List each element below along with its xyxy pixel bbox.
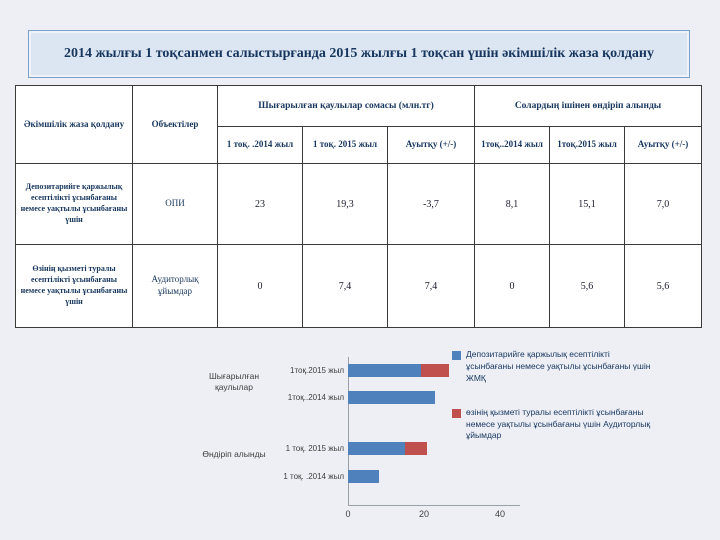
row-object: ОПИ: [133, 164, 218, 245]
bar-row: [348, 470, 379, 483]
legend-label: өзінің қызметі туралы есептілікті ұсынбағаны немесе уақтылы ұсынбағаны үшін Аудиторлық ұйымдар: [466, 406, 651, 441]
subheader-deviation-issued: Ауытқу (+/-): [388, 127, 475, 164]
bar-row: [348, 391, 435, 404]
slide-title-box: [28, 30, 690, 78]
subheader-q1-2014-issued: 1 тоқ. .2014 жыл: [218, 127, 303, 164]
header-col-measure: Әкімшілік жаза қолдану: [16, 86, 133, 164]
bar-segment: [421, 364, 449, 377]
legend-entry: [452, 349, 657, 385]
header-col-objects: Объектілер: [133, 86, 218, 164]
row-label: Депозитарийге қаржылық есептілікті ұсынбағаны немесе уақтылы ұсынбағаны үшін: [16, 164, 133, 245]
legend-swatch-red: [452, 409, 461, 418]
chart-category-label: 1 тоқ. .2014 жыл: [283, 472, 344, 481]
cell-value: 23: [218, 164, 303, 245]
cell-value: -3,7: [388, 164, 475, 245]
subheader-q1-2015-issued: 1 тоқ. 2015 жыл: [303, 127, 388, 164]
bar-row: [348, 442, 427, 455]
x-axis-tick-label: 0: [345, 509, 351, 519]
cell-value: 19,3: [303, 164, 388, 245]
cell-value: 5,6: [625, 245, 702, 328]
bar-segment: [405, 442, 426, 455]
chart-legend: [452, 349, 657, 464]
chart-category-label: 1 тоқ. 2015 жыл: [285, 444, 344, 453]
row-label: Өзінің қызметі туралы есептілікті ұсынбағаны немесе уақтылы ұсынбағаны үшін: [16, 245, 133, 328]
bar-segment: [348, 391, 435, 404]
cell-value: 7,4: [303, 245, 388, 328]
x-axis-tick-label: 20: [418, 509, 429, 519]
cell-value: 0: [218, 245, 303, 328]
cell-value: 15,1: [550, 164, 625, 245]
cell-value: 5,6: [550, 245, 625, 328]
row-object: Аудиторлық ұйымдар: [133, 245, 218, 328]
legend-label: Депозитарийге қаржылық есептілікті ұсынбағаны немесе уақтылы ұсынбағаны үшін ЖМҚ: [466, 349, 651, 383]
legend-entry: [452, 407, 657, 443]
cell-value: 7,0: [625, 164, 702, 245]
legend-swatch-blue: [452, 351, 461, 360]
slide-title: 2014 жылғы 1 тоқсанмен салыстырғанда 2015 жылғы 1 тоқсан үшін әкімшілік жаза қолдану: [64, 45, 654, 61]
subheader-deviation-collected: Ауытқу (+/-): [625, 127, 702, 164]
subheader-q1-2015-collected: 1тоқ.2015 жыл: [550, 127, 625, 164]
bar-segment: [348, 470, 379, 483]
header-group-issued: Шығарылған қаулылар сомасы (млн.тг): [218, 86, 475, 127]
cell-value: 8,1: [475, 164, 550, 245]
cell-value: 0: [475, 245, 550, 328]
chart-group-label: Өндіріп алынды: [202, 449, 266, 459]
chart-category-label: 1тоқ..2014 жыл: [287, 393, 344, 402]
bar-segment: [348, 442, 405, 455]
header-group-collected: Солардың ішінен өндіріп алынды: [475, 86, 702, 127]
chart-group-label: Шығарылған қаулылар: [208, 371, 260, 392]
x-axis-tick-label: 40: [494, 509, 505, 519]
table-row: [16, 164, 702, 245]
table-row: [16, 245, 702, 328]
bar-row: [348, 364, 449, 377]
bar-segment: [348, 364, 421, 377]
cell-value: 7,4: [388, 245, 475, 328]
comparison-table: [15, 85, 702, 328]
subheader-q1-2014-collected: 1тоқ..2014 жыл: [475, 127, 550, 164]
chart-x-axis: [348, 505, 520, 506]
chart-category-label: 1тоқ.2015 жыл: [290, 366, 344, 375]
